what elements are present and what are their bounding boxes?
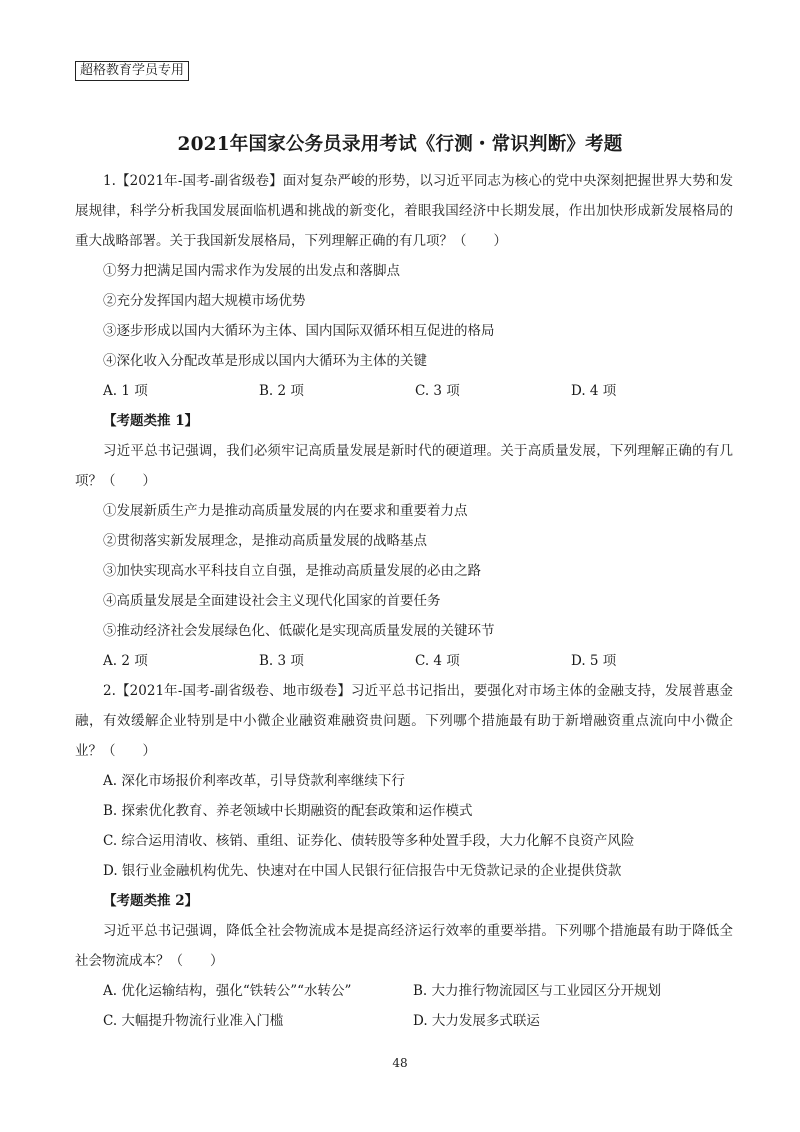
header-stamp: 超格教育学员专用 xyxy=(75,61,189,81)
choice-d: D. 5 项 xyxy=(571,653,617,669)
extension-1-item: ③加快实现高水平科技自立自强，是推动高质量发展的必由之路 xyxy=(103,563,481,579)
question-1-item: ②充分发挥国内超大规模市场优势 xyxy=(103,293,306,309)
question-1-item: ④深化收入分配改革是形成以国内大循环为主体的关键 xyxy=(103,353,427,369)
question-1-choices xyxy=(75,376,733,406)
choice-c: C. 大幅提升物流行业准入门槛 xyxy=(103,1013,284,1029)
choice-a: A. 1 项 xyxy=(103,383,148,399)
page-title: 2021年国家公务员录用考试《行测・常识判断》考题 xyxy=(177,134,623,155)
extension-2-stem: 习近平总书记强调，降低全社会物流成本是提高经济运行效率的重要举措。下列哪个措施最有助于降低全社会物流成本？（ ） xyxy=(75,923,733,969)
choice-d: D. 4 项 xyxy=(571,383,617,399)
choice-c: C. 4 项 xyxy=(415,653,460,669)
main-content xyxy=(75,166,733,1036)
question-2-choice-a: A. 深化市场报价利率改革，引导贷款利率继续下行 xyxy=(103,773,405,789)
extension-2-choices xyxy=(75,976,733,1036)
extension-1-choices xyxy=(75,646,733,676)
extension-1-item: ⑤推动经济社会发展绿色化、低碳化是实现高质量发展的关键环节 xyxy=(103,623,495,639)
choice-b: B. 3 项 xyxy=(259,653,304,669)
choice-b: B. 2 项 xyxy=(259,383,304,399)
question-1-item: ③逐步形成以国内大循环为主体、国内国际双循环相互促进的格局 xyxy=(103,323,495,339)
question-2-choice-c: C. 综合运用清收、核销、重组、证券化、债转股等多种处置手段，大力化解不良资产风险 xyxy=(103,833,635,849)
extension-1-item: ②贯彻落实新发展理念，是推动高质量发展的战略基点 xyxy=(103,533,427,549)
question-1-stem: 1.【2021年-国考-副省级卷】面对复杂严峻的形势，以习近平同志为核心的党中央深刻把握世界大势和发展规律，科学分析我国发展面临机遇和挑战的新变化，着眼我国经济中长期发展，作出加快形成新发展格局的重大战略部署。关于我国新发展格局，下列理解正确的有几项？（ ） xyxy=(75,173,733,249)
choice-a: A. 优化运输结构，强化“铁转公”“水转公” xyxy=(103,983,352,999)
extension-2-heading: 【考题类推 2】 xyxy=(103,893,199,909)
question-2-choice-b: B. 探索优化教育、养老领域中长期融资的配套政策和运作模式 xyxy=(103,803,473,819)
extension-1-item: ①发展新质生产力是推动高质量发展的内在要求和重要着力点 xyxy=(103,503,468,519)
question-2-choice-d: D. 银行业金融机构优先、快速对在中国人民银行征信报告中无贷款记录的企业提供贷款 xyxy=(103,863,622,879)
choice-a: A. 2 项 xyxy=(103,653,148,669)
choice-b: B. 大力推行物流园区与工业园区分开规划 xyxy=(413,983,662,999)
question-2-stem: 2.【2021年-国考-副省级卷、地市级卷】习近平总书记指出，要强化对市场主体的金融支持，发展普惠金融，有效缓解企业特别是中小微企业融资难融资贵问题。下列哪个措施最有助于新增融资重点流向中小微企业？（ ） xyxy=(75,683,733,759)
extension-1-item: ④高质量发展是全面建设社会主义现代化国家的首要任务 xyxy=(103,593,441,609)
question-1-item: ①努力把满足国内需求作为发展的出发点和落脚点 xyxy=(103,263,400,279)
choice-c: C. 3 项 xyxy=(415,383,460,399)
choice-d: D. 大力发展多式联运 xyxy=(413,1013,540,1029)
extension-1-stem: 习近平总书记强调，我们必须牢记高质量发展是新时代的硬道理。关于高质量发展，下列理解正确的有几项？（ ） xyxy=(75,443,733,489)
extension-1-heading: 【考题类推 1】 xyxy=(103,413,199,429)
page-number: 48 xyxy=(392,1056,408,1070)
